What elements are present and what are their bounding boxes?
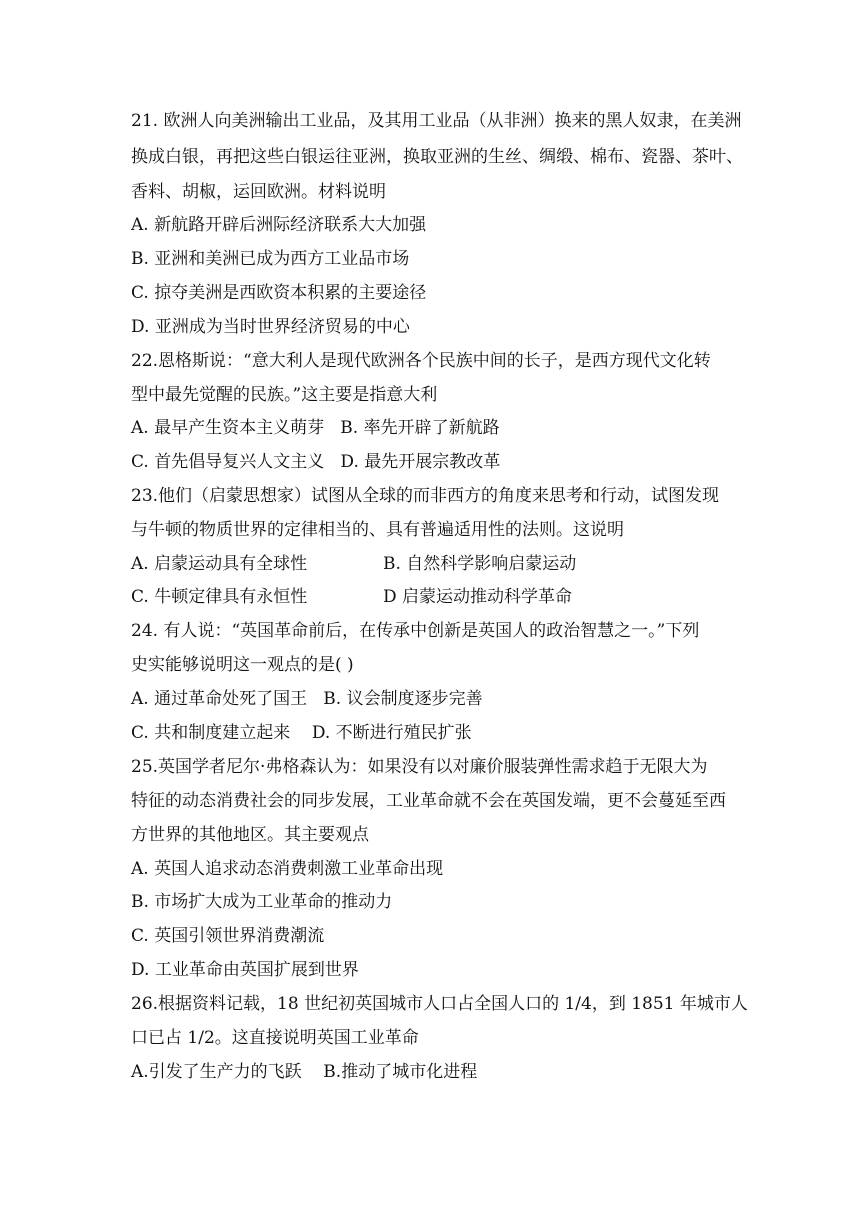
q22-options-ab: A. 最早产生资本主义萌芽 B. 率先开辟了新航路 <box>131 418 500 438</box>
q25-option-d: D. 工业革命由英国扩展到世界 <box>131 960 359 980</box>
q22-stem-line-2: 型中最先觉醒的民族。”这主要是指意大利 <box>131 385 438 405</box>
q21-option-b: B. 亚洲和美洲已成为西方工业品市场 <box>131 249 410 269</box>
q22-stem-line-1: 22.恩格斯说：“意大利人是现代欧洲各个民族中间的长子，是西方现代文化转 <box>131 351 711 371</box>
q21-stem-line-1: 21. 欧洲人向美洲输出工业品，及其用工业品（从非洲）换来的黑人奴隶，在美洲 <box>131 111 742 131</box>
q23-stem-line-2: 与牛顿的物质世界的定律相当的、具有普遍适用性的法则。这说明 <box>131 520 624 540</box>
q26-options-ab: A.引发了生产力的飞跃 B.推动了城市化进程 <box>131 1062 478 1082</box>
q21-option-c: C. 掠夺美洲是西欧资本积累的主要途径 <box>131 283 427 303</box>
q25-option-c: C. 英国引领世界消费潮流 <box>131 926 325 946</box>
q24-options-cd: C. 共和制度建立起来 D. 不断进行殖民扩张 <box>131 723 472 743</box>
q23-stem-line-1: 23.他们（启蒙思想家）试图从全球的而非西方的角度来思考和行动，试图发现 <box>131 486 720 506</box>
q23-option-b: B. 自然科学影响启蒙运动 <box>383 554 577 574</box>
q25-option-b: B. 市场扩大成为工业革命的推动力 <box>131 892 393 912</box>
q25-stem-line-2: 特征的动态消费社会的同步发展，工业革命就不会在英国发端，更不会蔓延至西 <box>131 791 726 811</box>
q25-option-a: A. 英国人追求动态消费刺激工业革命出现 <box>131 859 444 879</box>
q24-stem-line-2: 史实能够说明这一观点的是( ) <box>131 655 354 675</box>
q26-stem-line-2: 口已占 1/2。这直接说明英国工业革命 <box>131 1028 419 1048</box>
q23-option-c: C. 牛顿定律具有永恒性 <box>131 587 308 607</box>
q25-stem-line-3: 方世界的其他地区。其主要观点 <box>131 825 369 845</box>
q22-options-cd: C. 首先倡导复兴人文主义 D. 最先开展宗教改革 <box>131 452 501 472</box>
q21-stem-line-2: 换成白银，再把这些白银运往亚洲，换取亚洲的生丝、绸缎、棉布、瓷器、茶叶、 <box>131 147 743 167</box>
q21-stem-line-3: 香料、胡椒，运回欧洲。材料说明 <box>131 182 386 202</box>
q24-options-ab: A. 通过革命处死了国王 B. 议会制度逐步完善 <box>131 689 483 709</box>
q21-option-d: D. 亚洲成为当时世界经济贸易的中心 <box>131 317 410 337</box>
q24-stem-line-1: 24. 有人说：“英国革命前后，在传承中创新是英国人的政治智慧之一。”下列 <box>131 621 700 641</box>
q26-stem-line-1: 26.根据资料记载，18 世纪初英国城市人口占全国人口的 1/4，到 1851 年城市人 <box>131 994 748 1014</box>
q23-option-a: A. 启蒙运动具有全球性 <box>131 554 308 574</box>
q21-option-a: A. 新航路开辟后洲际经济联系大大加强 <box>131 215 427 235</box>
q23-option-d: D 启蒙运动推动科学革命 <box>383 587 573 607</box>
q25-stem-line-1: 25.英国学者尼尔·弗格森认为：如果没有以对廉价服装弹性需求趋于无限大为 <box>131 757 708 777</box>
